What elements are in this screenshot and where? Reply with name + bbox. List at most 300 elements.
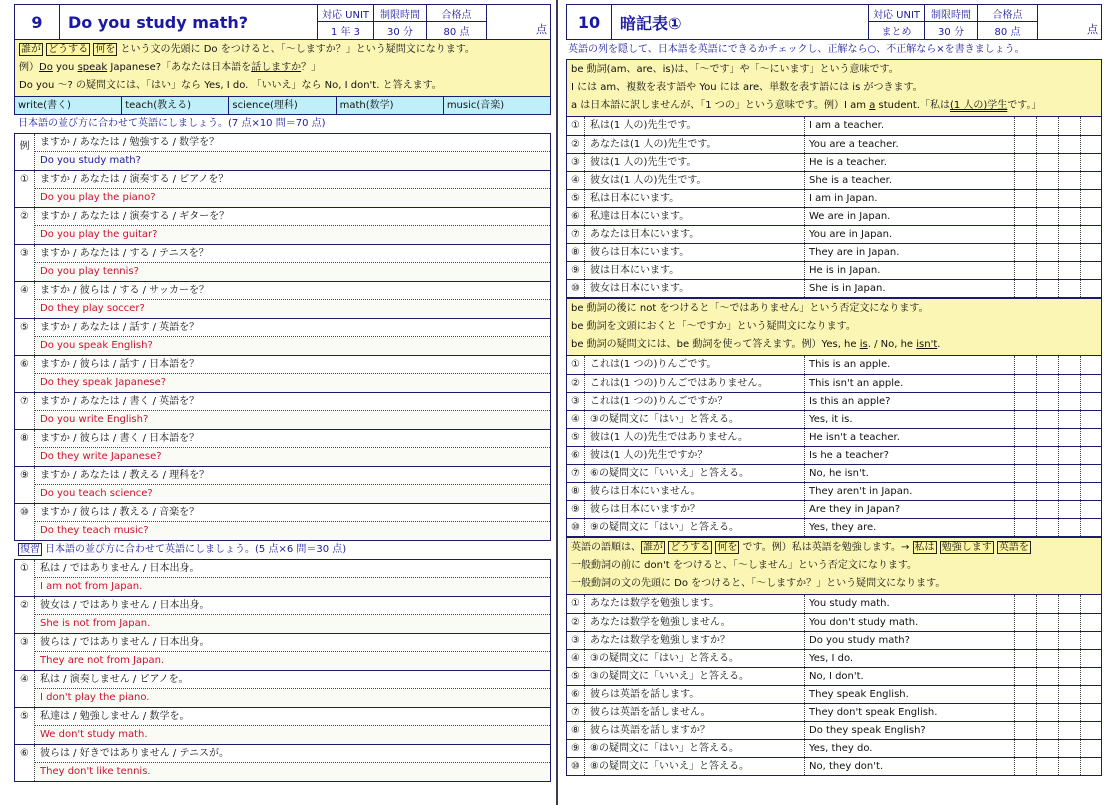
check-box[interactable]	[1059, 668, 1081, 685]
check-box[interactable]	[1081, 429, 1101, 446]
answer-field[interactable]: Do they speak Japanese?	[35, 374, 550, 392]
question-number: ⑥	[15, 356, 35, 392]
check-box[interactable]	[1037, 226, 1059, 243]
question-row	[15, 596, 550, 633]
check-box[interactable]	[1059, 483, 1081, 500]
check-box[interactable]	[1015, 429, 1037, 446]
english-sentence: They aren't in Japan.	[805, 483, 1015, 500]
question-number: ⑤	[15, 319, 35, 355]
english-sentence: They don't speak English.	[805, 704, 1015, 721]
check-box[interactable]	[1037, 740, 1059, 757]
japanese-sentence: 彼らは日本にいますか？	[585, 501, 805, 518]
answer-field[interactable]: Do you write English?	[35, 411, 550, 429]
question-row	[15, 466, 550, 503]
check-box[interactable]	[1037, 429, 1059, 446]
check-box[interactable]	[1037, 154, 1059, 171]
check-box[interactable]	[1015, 411, 1037, 428]
check-box[interactable]	[1015, 668, 1037, 685]
memorize-row	[567, 392, 1101, 410]
check-box[interactable]	[1059, 501, 1081, 518]
section1-instruction: 日本語の並び方に合わせて英語にしましょう。(7 点×10 問＝70 点)	[18, 118, 326, 129]
japanese-prompt: ますか / あなたは / 教える / 理科を？	[35, 467, 550, 485]
question-number: ③	[15, 245, 35, 281]
check-box[interactable]	[1059, 136, 1081, 153]
check-box[interactable]	[1037, 483, 1059, 500]
check-box[interactable]	[1015, 614, 1037, 631]
english-sentence: Do you study math?	[805, 632, 1015, 649]
lesson-title: 暗記表①	[620, 13, 682, 33]
memorize-row	[567, 135, 1101, 153]
check-box[interactable]	[1081, 704, 1101, 721]
answer-field[interactable]: Do you speak English?	[35, 337, 550, 355]
check-box[interactable]	[1081, 758, 1101, 775]
question-row	[15, 560, 550, 596]
question-number: ①	[15, 171, 35, 207]
check-box[interactable]	[1081, 356, 1101, 374]
check-box[interactable]	[1081, 650, 1101, 667]
check-box[interactable]	[1037, 411, 1059, 428]
answer-field[interactable]: They are not from Japan.	[35, 652, 550, 670]
check-box[interactable]	[1059, 356, 1081, 374]
check-box[interactable]	[1081, 614, 1101, 631]
japanese-sentence: あなたは数学を勉強しません。	[585, 614, 805, 631]
memorize-row	[567, 117, 1101, 135]
answer-field[interactable]: They don't like tennis.	[35, 763, 550, 781]
check-box[interactable]	[1037, 262, 1059, 279]
check-box[interactable]	[1059, 595, 1081, 613]
memorize-row	[567, 374, 1101, 392]
check-box[interactable]	[1015, 650, 1037, 667]
japanese-sentence: ⑧の疑問文に「はい」と答える。	[585, 740, 805, 757]
japanese-prompt: ますか / あなたは / 演奏する / ピアノを？	[35, 171, 550, 189]
english-sentence: Do they speak English?	[805, 722, 1015, 739]
word-box: 誰が	[21, 44, 41, 55]
check-box[interactable]	[1037, 632, 1059, 649]
question-row	[15, 355, 550, 392]
row-number: ④	[567, 172, 585, 189]
vocab-item: science(理科)	[229, 97, 336, 114]
check-box[interactable]	[1059, 411, 1081, 428]
check-box[interactable]	[1059, 190, 1081, 207]
check-box[interactable]	[1059, 758, 1081, 775]
row-number: ⑩	[567, 280, 585, 297]
check-box[interactable]	[1081, 136, 1101, 153]
check-box[interactable]	[1037, 614, 1059, 631]
row-number: ②	[567, 136, 585, 153]
memorize-row	[567, 631, 1101, 649]
check-box[interactable]	[1059, 244, 1081, 261]
japanese-prompt: 彼らは / 好きではありません / テニスが。	[35, 745, 550, 763]
check-box[interactable]	[1015, 595, 1037, 613]
check-box[interactable]	[1015, 447, 1037, 464]
check-box[interactable]	[1037, 595, 1059, 613]
check-box[interactable]	[1037, 280, 1059, 297]
memorize-row	[567, 153, 1101, 171]
unit-value: まとめ	[881, 27, 912, 38]
row-number: ②	[567, 375, 585, 392]
japanese-sentence: 彼らは日本にいます。	[585, 244, 805, 261]
check-box[interactable]	[1037, 117, 1059, 135]
check-box[interactable]	[1081, 519, 1101, 536]
check-box[interactable]	[1081, 280, 1101, 297]
check-box[interactable]	[1081, 411, 1101, 428]
check-box[interactable]	[1037, 172, 1059, 189]
check-box[interactable]	[1059, 722, 1081, 739]
row-number: ⑨	[567, 740, 585, 757]
check-box[interactable]	[1081, 190, 1101, 207]
answer-field[interactable]: I don't play the piano.	[35, 689, 550, 707]
check-box[interactable]	[1015, 501, 1037, 518]
check-box[interactable]	[1037, 686, 1059, 703]
japanese-prompt: ますか / あなたは / 書く / 英語を？	[35, 393, 550, 411]
memorize-row	[567, 464, 1101, 482]
check-box[interactable]	[1059, 632, 1081, 649]
negative-question-note: be 動詞の後に not をつけると「～ではありません」という否定文になります。 be 動詞を文頭におくと「～ですか」という疑問文になります。 be 動詞の疑問文には、be 動詞を使って答えます。例）Yes, he is. / No, he isn't.	[566, 298, 1102, 356]
answer-field[interactable]: Do they play soccer?	[35, 300, 550, 318]
check-box[interactable]	[1081, 686, 1101, 703]
japanese-sentence: 私は日本にいます。	[585, 190, 805, 207]
check-box[interactable]	[1015, 280, 1037, 297]
english-sentence: No, he isn't.	[805, 465, 1015, 482]
english-sentence: She is a teacher.	[805, 172, 1015, 189]
memorize-row	[567, 739, 1101, 757]
memorize-table-1	[566, 117, 1102, 298]
english-sentence: You are a teacher.	[805, 136, 1015, 153]
row-number: ⑧	[567, 722, 585, 739]
japanese-sentence: あなたは数学を勉強します。	[585, 595, 805, 613]
check-box[interactable]	[1037, 447, 1059, 464]
japanese-sentence: これは(1 つの)りんごです。	[585, 356, 805, 374]
check-box[interactable]	[1081, 595, 1101, 613]
vocab-item: music(音楽)	[446, 100, 505, 111]
english-sentence: Yes, they do.	[805, 740, 1015, 757]
check-box[interactable]	[1059, 226, 1081, 243]
english-sentence: He is in Japan.	[805, 262, 1015, 279]
check-box[interactable]	[1081, 465, 1101, 482]
question-number: ⑨	[15, 467, 35, 503]
question-row	[15, 670, 550, 707]
question-row	[15, 503, 550, 540]
word-box: どうする	[670, 542, 711, 553]
question-number: ②	[15, 208, 35, 244]
check-box[interactable]	[1037, 519, 1059, 536]
check-box[interactable]	[1081, 501, 1101, 518]
lesson-number: 9	[15, 5, 60, 39]
check-box[interactable]	[1015, 519, 1037, 536]
question-row	[15, 244, 550, 281]
row-number: ⑦	[567, 465, 585, 482]
japanese-sentence: 彼女は日本にいます。	[585, 280, 805, 297]
question-row	[15, 707, 550, 744]
check-box[interactable]	[1037, 136, 1059, 153]
check-box[interactable]	[1015, 483, 1037, 500]
check-box[interactable]	[1037, 650, 1059, 667]
check-box[interactable]	[1081, 375, 1101, 392]
answer-field[interactable]: She is not from Japan.	[35, 615, 550, 633]
japanese-sentence: ⑨の疑問文に「はい」と答える。	[585, 519, 805, 536]
japanese-sentence: これは(1 つの)りんごではありません。	[585, 375, 805, 392]
time-value: 30 分	[938, 27, 964, 38]
section2-instruction: 復習 日本語の並び方に合わせて英語にしましょう。(5 点×6 問＝30 点)	[20, 544, 347, 555]
check-box[interactable]	[1037, 501, 1059, 518]
check-box[interactable]	[1081, 740, 1101, 757]
answer-field[interactable]: Do you play tennis?	[35, 263, 550, 281]
answer-field[interactable]: Do they teach music?	[35, 522, 550, 540]
japanese-prompt: ますか / あなたは / する / テニスを？	[35, 245, 550, 263]
japanese-sentence: あなたは数学を勉強しますか？	[585, 632, 805, 649]
pass-label: 合格点	[427, 5, 486, 22]
pass-value: 80 点	[443, 27, 470, 38]
english-sentence: They are in Japan.	[805, 244, 1015, 261]
row-number: ②	[567, 614, 585, 631]
check-box[interactable]	[1015, 393, 1037, 410]
row-number: ⑥	[567, 208, 585, 225]
japanese-sentence: 彼らは英語を話しますか？	[585, 722, 805, 739]
row-number: ⑩	[567, 519, 585, 536]
question-row	[15, 744, 550, 781]
check-box[interactable]	[1059, 208, 1081, 225]
check-box[interactable]	[1059, 465, 1081, 482]
check-box[interactable]	[1037, 722, 1059, 739]
check-box[interactable]	[1081, 172, 1101, 189]
japanese-sentence: 彼は日本にいます。	[585, 262, 805, 279]
time-label: 制限時間	[374, 5, 426, 22]
english-sentence: We are in Japan.	[805, 208, 1015, 225]
japanese-sentence: 彼らは英語を話します。	[585, 686, 805, 703]
check-box[interactable]	[1059, 650, 1081, 667]
question-number: ④	[15, 282, 35, 318]
japanese-sentence: ③の疑問文に「はい」と答える。	[585, 411, 805, 428]
english-sentence: You study math.	[805, 595, 1015, 613]
question-row	[15, 633, 550, 670]
word-box: 何を	[717, 542, 738, 553]
question-number: ⑦	[15, 393, 35, 429]
check-box[interactable]	[1081, 244, 1101, 261]
japanese-sentence: あなたは日本にいます。	[585, 226, 805, 243]
english-sentence: I am in Japan.	[805, 190, 1015, 207]
check-box[interactable]	[1059, 614, 1081, 631]
memorize-row	[567, 189, 1101, 207]
check-box[interactable]	[1015, 740, 1037, 757]
check-box[interactable]	[1015, 190, 1037, 207]
check-box[interactable]	[1059, 704, 1081, 721]
score-field[interactable]: 点	[1037, 5, 1101, 39]
grammar-note: 誰が どうする 何を という文の先頭に Do をつけると、「～しますか？」という疑問文になります。 例）Do you speak Japanese?「あなたは日本語を話しますか？」 Do you ～? の疑問文には、「はい」なら Yes, I do. 「いいえ」なら No, I don't. と答えます。	[14, 40, 551, 97]
check-box[interactable]	[1015, 465, 1037, 482]
check-box[interactable]	[1081, 117, 1101, 135]
memorize-row	[567, 428, 1101, 446]
check-box[interactable]	[1059, 519, 1081, 536]
check-box[interactable]	[1015, 262, 1037, 279]
check-box[interactable]	[1081, 668, 1101, 685]
row-number: ⑩	[567, 758, 585, 775]
japanese-sentence: 彼らは英語を話しません。	[585, 704, 805, 721]
check-box[interactable]	[1081, 483, 1101, 500]
check-box[interactable]	[1037, 190, 1059, 207]
memorize-row	[567, 243, 1101, 261]
japanese-prompt: ますか / あなたは / 演奏する / ギターを？	[35, 208, 550, 226]
row-number: ⑨	[567, 501, 585, 518]
japanese-prompt: ますか / あなたは / 勉強する / 数学を？	[35, 134, 550, 152]
memorize-row	[567, 518, 1101, 536]
check-box[interactable]	[1059, 447, 1081, 464]
question-number: ①	[15, 560, 35, 596]
score-field[interactable]: 点	[486, 5, 550, 39]
pass-label: 合格点	[978, 5, 1037, 22]
question-number: ②	[15, 597, 35, 633]
check-box[interactable]	[1059, 740, 1081, 757]
english-sentence: Yes, they are.	[805, 519, 1015, 536]
answer-field[interactable]: Do you teach science?	[35, 485, 550, 503]
example-question	[15, 134, 550, 170]
answer-field[interactable]: Do you play the piano?	[35, 189, 550, 207]
answer-field[interactable]: Do you study math?	[35, 152, 550, 170]
worksheet-9	[14, 4, 551, 782]
japanese-prompt: 私達は / 勉強しません / 数学を。	[35, 708, 550, 726]
check-box[interactable]	[1081, 262, 1101, 279]
japanese-prompt: ますか / 彼らは / する / サッカーを？	[35, 282, 550, 300]
check-box[interactable]	[1037, 375, 1059, 392]
lesson-number: 10	[567, 5, 612, 39]
check-box[interactable]	[1081, 447, 1101, 464]
english-sentence: Are they in Japan?	[805, 501, 1015, 518]
question-number: ⑧	[15, 430, 35, 466]
word-box: 勉強します	[941, 542, 992, 553]
question-row	[15, 392, 550, 429]
check-box[interactable]	[1059, 686, 1081, 703]
check-box[interactable]	[1037, 668, 1059, 685]
memorize-row	[567, 703, 1101, 721]
memorize-row	[567, 207, 1101, 225]
check-box[interactable]	[1081, 208, 1101, 225]
memorize-row	[567, 410, 1101, 428]
answer-field[interactable]: Do you play the guitar?	[35, 226, 550, 244]
vocabulary-row	[14, 97, 551, 115]
word-box: 誰が	[643, 542, 663, 553]
check-box[interactable]	[1059, 262, 1081, 279]
memorize-instruction: 英語の列を隠して、日本語を英語にできるかチェックし、正解なら○、不正解なら×を書きましょう。	[568, 44, 1025, 55]
japanese-sentence: 彼は(1 人の)先生ですか？	[585, 447, 805, 464]
check-box[interactable]	[1037, 758, 1059, 775]
memorize-table-3	[566, 595, 1102, 776]
check-box[interactable]	[1015, 632, 1037, 649]
check-box[interactable]	[1015, 704, 1037, 721]
check-box[interactable]	[1015, 686, 1037, 703]
check-box[interactable]	[1037, 704, 1059, 721]
check-box[interactable]	[1059, 172, 1081, 189]
check-box[interactable]	[1037, 393, 1059, 410]
check-box[interactable]	[1015, 226, 1037, 243]
check-box[interactable]	[1081, 632, 1101, 649]
check-box[interactable]	[1059, 393, 1081, 410]
japanese-sentence: これは(1 つの)りんごですか？	[585, 393, 805, 410]
check-box[interactable]	[1015, 154, 1037, 171]
word-box: 私は	[914, 542, 935, 553]
check-box[interactable]	[1015, 136, 1037, 153]
question-number: ⑩	[15, 504, 35, 540]
memorize-row	[567, 667, 1101, 685]
row-number: ⑤	[567, 190, 585, 207]
japanese-sentence: 彼らは日本にいません。	[585, 483, 805, 500]
japanese-prompt: ますか / 彼らは / 教える / 音楽を？	[35, 504, 550, 522]
vocab-item: teach(教える)	[122, 97, 229, 114]
check-box[interactable]	[1081, 154, 1101, 171]
english-sentence: You don't study math.	[805, 614, 1015, 631]
question-number: ⑤	[15, 708, 35, 744]
row-number: ③	[567, 154, 585, 171]
check-box[interactable]	[1015, 172, 1037, 189]
pass-value: 80 点	[994, 27, 1021, 38]
check-box[interactable]	[1015, 117, 1037, 135]
row-number: ⑤	[567, 668, 585, 685]
english-sentence: Is this an apple?	[805, 393, 1015, 410]
check-box[interactable]	[1015, 375, 1037, 392]
check-box[interactable]	[1015, 208, 1037, 225]
check-box[interactable]	[1037, 244, 1059, 261]
question-number: ④	[15, 671, 35, 707]
question-row	[15, 281, 550, 318]
check-box[interactable]	[1059, 154, 1081, 171]
memorize-row	[567, 356, 1101, 374]
row-number: ⑨	[567, 262, 585, 279]
check-box[interactable]	[1015, 244, 1037, 261]
check-box[interactable]	[1015, 758, 1037, 775]
row-number: ⑥	[567, 447, 585, 464]
check-box[interactable]	[1037, 208, 1059, 225]
memorize-row	[567, 171, 1101, 189]
check-box[interactable]	[1037, 465, 1059, 482]
answer-field[interactable]: I am not from Japan.	[35, 578, 550, 596]
row-number: ⑥	[567, 686, 585, 703]
memorize-row	[567, 261, 1101, 279]
check-box[interactable]	[1059, 117, 1081, 135]
check-box[interactable]	[1015, 356, 1037, 374]
check-box[interactable]	[1015, 722, 1037, 739]
check-box[interactable]	[1081, 226, 1101, 243]
word-order-note: 英語の語順は、 誰が どうする 何を です。例）私は英語を勉強します。→ 私は 勉強します 英語を 一般動詞の前に don't をつけると、「～しません」という否定文になります。 一般動詞の文の先頭に Do をつけると、「～しますか？」という疑問文になります。	[566, 537, 1102, 595]
row-number: ⑧	[567, 244, 585, 261]
check-box[interactable]	[1081, 722, 1101, 739]
english-sentence: Yes, I do.	[805, 650, 1015, 667]
japanese-prompt: 彼女は / ではありません / 日本出身。	[35, 597, 550, 615]
check-box[interactable]	[1059, 375, 1081, 392]
check-box[interactable]	[1037, 356, 1059, 374]
review-tag: 復習	[20, 544, 40, 555]
english-sentence: She is in Japan.	[805, 280, 1015, 297]
memorize-row	[567, 721, 1101, 739]
answer-field[interactable]: We don't study math.	[35, 726, 550, 744]
time-value: 30 分	[387, 27, 413, 38]
worksheet-header	[14, 4, 551, 40]
check-box[interactable]	[1059, 429, 1081, 446]
worksheet-10	[566, 4, 1102, 776]
check-box[interactable]	[1081, 393, 1101, 410]
check-box[interactable]	[1059, 280, 1081, 297]
question-number: ③	[15, 634, 35, 670]
row-number: ①	[567, 117, 585, 135]
english-sentence: No, I don't.	[805, 668, 1015, 685]
memorize-row	[567, 482, 1101, 500]
unit-value: 1 年 3	[330, 27, 361, 38]
memorize-row	[567, 225, 1101, 243]
row-number: ④	[567, 411, 585, 428]
row-number: ⑤	[567, 429, 585, 446]
japanese-prompt: ますか / 彼らは / 話す / 日本語を？	[35, 356, 550, 374]
japanese-prompt: 私は / ではありません / 日本出身。	[35, 560, 550, 578]
section1-questions	[14, 133, 551, 541]
english-sentence: Is he a teacher?	[805, 447, 1015, 464]
answer-field[interactable]: Do they write Japanese?	[35, 448, 550, 466]
